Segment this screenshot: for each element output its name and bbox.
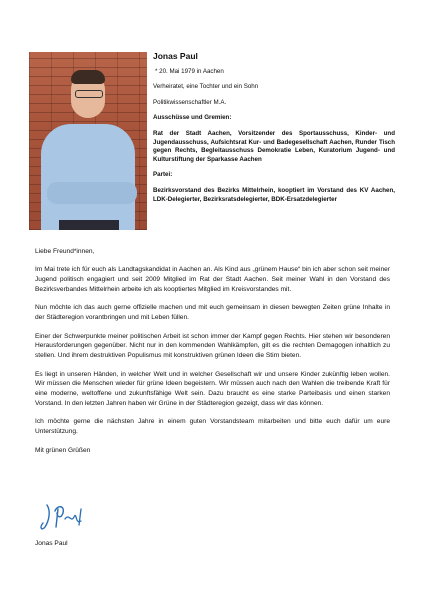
party-heading: Partei: — [153, 171, 173, 179]
letter-paragraph-1: Im Mai trete ich für euch als Landtagskandidat in Aachen an. Als Kind aus „grünem Hause“ bin ich aber schon seit meiner Jugend politisch engagiert und seit 2009 Mitglied im Rat der Stadt Aachen. Seit meiner Wahl in den Vorstand des Bezirksverbandes Mittelrhein arbeite ich als kooptiertes Mitglied im Kreisvorstandes mit. — [35, 266, 390, 293]
letter-body — [35, 247, 390, 464]
handwritten-signature — [37, 501, 89, 533]
person-crossed-arms — [47, 182, 137, 204]
profile-profession: Politikwissenschaftler M.A. — [153, 98, 227, 106]
committees-heading: Ausschüsse und Gremien: — [153, 114, 232, 122]
letter-paragraph-5: Ich möchte gerne die nächsten Jahre in einem guten Vorstandsteam mitarbeiten und bitte euch dafür um eure Unterstützung. — [35, 418, 390, 436]
letter-paragraph-3: Einer der Schwerpunkte meiner politischen Arbeit ist schon immer der Kampf gegen Rechts. Hier stehen wir besonderen Herausforderungen gegenüber. Nicht nur in den kommenden Wahlkämpfen, gilt es die rechten Demagogen inhaltlich zu stellen. Und ihrem destruktiven Populismus mit konstruktiven grünen Ideen die Stirn bieten. — [35, 332, 390, 360]
portrait-photo — [29, 52, 147, 230]
profile-family: Verheiratet, eine Tochter und ein Sohn — [153, 83, 259, 91]
party-text: Bezirksvorstand des Bezirks Mittelrhein, kooptiert im Vorstand des KV Aachen, LDK-Delegierter, Bezirksratsdelegierter, BDK-Ersatzdelegierter — [153, 186, 395, 203]
person-pants — [59, 220, 119, 230]
profile-birth: * 20. Mai 1979 in Aachen — [155, 67, 224, 75]
person-shirt — [41, 124, 135, 230]
person-hair — [71, 70, 105, 84]
letter-paragraph-4: Es liegt in unseren Händen, in welcher Welt und in welcher Gesellschaft wir und unsere Kinder zukünftig leben wollen. Wir müssen die Menschen wieder für grüne Ideen begeistern. Wir müssen auch nach den Wahlen die treibende Kraft für eine moderne, weltoffene und zukunftsfähige Welt sein. Dazu braucht es eine starke Parteibasis und einen starken Vorstand. In den letzten Jahren haben wir Grüne in der Städteregion gezeigt, dass wir das können. — [35, 370, 390, 407]
person-glasses — [75, 90, 103, 98]
profile-info — [153, 52, 395, 211]
signature-name: Jonas Paul — [35, 540, 68, 547]
letter-paragraph-2: Nun möchte ich das auch gerne offizielle machen und mit euch gemeinsam in diesen bewegten Zeiten grüne Inhalte in der Städteregion vorantbringen und mit Leben füllen. — [35, 304, 390, 322]
profile-name: Jonas Paul — [153, 51, 198, 61]
letter-closing: Mit grünen Grüßen — [35, 446, 91, 454]
letter-greeting: Liebe Freund*innen, — [35, 248, 95, 255]
committees-text: Rat der Stadt Aachen, Vorsitzender des Sportausschuss, Kinder- und Jugendausschuss, Aufsichtsrat Kur- und Badegesellschaft Aachen, Runder Tisch gegen Rechts, Begleitausschuss Demokratie Leben, Kuratorium Jugend- und Kulturstiftung der Sparkasse Aachen — [153, 129, 395, 163]
